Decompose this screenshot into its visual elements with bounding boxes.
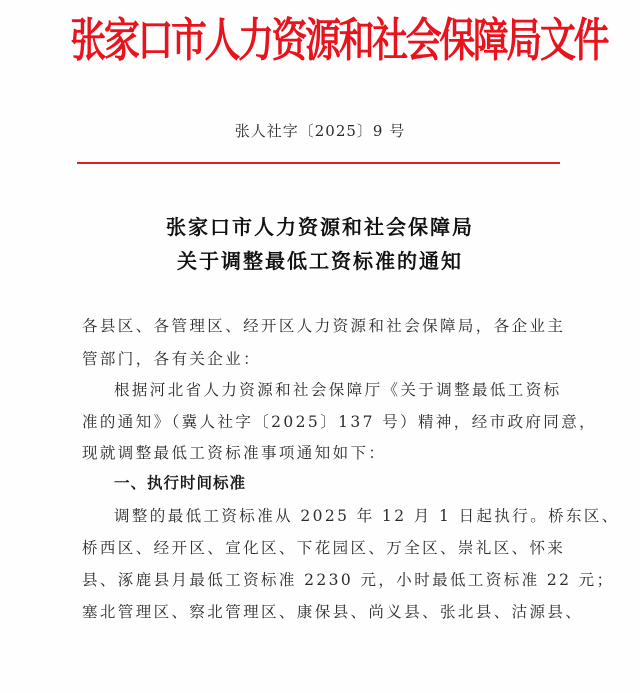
addressee-line-1: 各县区、各管理区、经开区人力资源和社会保障局，各企业主: [82, 317, 566, 335]
section-1-line-3: 县、涿鹿县月最低工资标准 2230 元，小时最低工资标准 22 元；: [82, 571, 615, 589]
section-1-line-1: 调整的最低工资标准从 2025 年 12 月 1 日起执行。桥东区、: [114, 507, 620, 525]
notice-title-line-1: 张家口市人力资源和社会保障局: [166, 215, 474, 239]
masthead-title: 张家口市人力资源和社会保障局文件: [70, 13, 608, 67]
section-1-line-2: 桥西区、经开区、宣化区、下花园区、万全区、崇礼区、怀来: [82, 539, 566, 557]
section-1-heading: 一、执行时间标准: [114, 474, 247, 492]
notice-title: [0, 210, 640, 278]
notice-title-line-2: 关于调整最低工资标准的通知: [177, 249, 463, 273]
red-divider-rule: [77, 162, 560, 164]
intro-line-3: 现就调整最低工资标准事项通知如下：: [82, 444, 387, 462]
intro-line-2: 准的通知》（冀人社字〔2025〕137 号）精神，经市政府同意，: [82, 413, 598, 431]
intro-line-1: 根据河北省人力资源和社会保障厅《关于调整最低工资标: [114, 381, 562, 399]
document-number: 张人社字〔2025〕9 号: [234, 122, 406, 140]
section-1-line-4: 塞北管理区、察北管理区、康保县、尚义县、张北县、沽源县、: [82, 603, 584, 621]
addressee-line-2: 管部门，各有关企业：: [82, 350, 262, 368]
